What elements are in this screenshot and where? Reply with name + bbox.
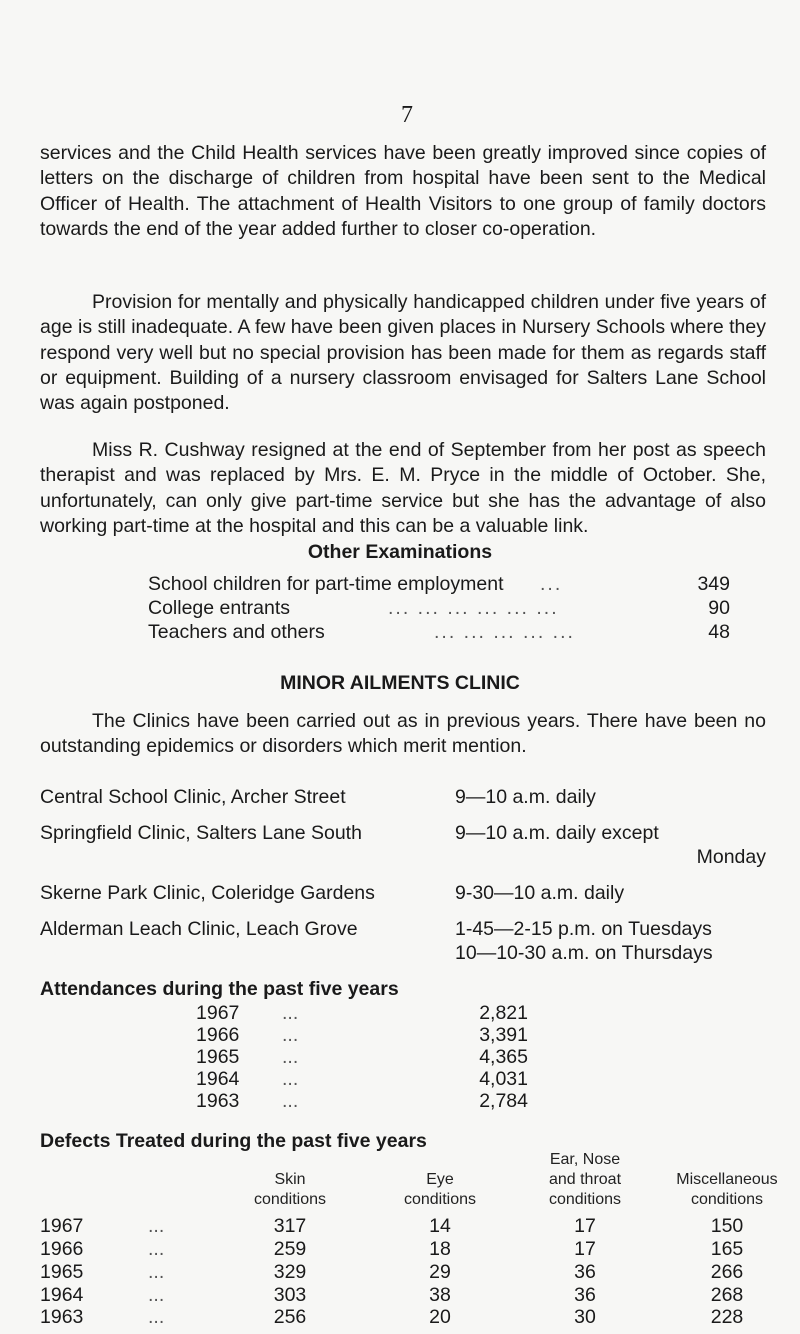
clinic-hours: 1-45—2-15 p.m. on Tuesdays — [455, 918, 712, 940]
clinic-hours: 9-30—10 a.m. daily — [455, 882, 625, 904]
table-row-year: 1965 — [40, 1261, 84, 1283]
minor-ailments-intro: The Clinics have been carried out as in previous years. There have been no outstanding epidemics or disorders which merit mention. — [40, 710, 766, 758]
clinic-name: Springfield Clinic, Salters Lane South — [40, 822, 362, 844]
document-page: 7 services and the Child Health services have been greatly improved since copies of letters on the discharge of children from hospital have been sent to the Medical Officer of Health. The attachment of Health Visitors to one group of family doctors towards the end of the year added further to closer co-operation. Provision for mentally and physically handicapped children under five years of age is still inadequate. A few have been given places in Nursery Schools where they respond very well but no special provision has been made for them as regards staff or equipment. Building of a nursery classroom envisaged for Salters Lane School was again postponed. Miss R. Cushway resigned at the end of September from her post as speech therapist and was replaced by Mrs. E. M. Pryce in the middle of October. She, unfortunately, can only give part-time service but she has the advantage of also working part-time at the hospital and this can be a valuable link. Other Examinations School children for part-time employment ... 349 College entrants ... ... ... ... ... ... 90 Teachers and others ... ... ... ... ... 48 MINOR AILMENTS CLINIC The Clinics have been carried out as in previous years. There have been no outstanding epidemics or disorders which merit mention. Central School Clinic, Archer Street 9—10 a.m. daily Springfield Clinic, Salters Lane South 9—10 a.m. daily except Monday Skerne Park Clinic, Coleridge Gardens 9-30—10 a.m. daily Alderman Leach Clinic, Leach Grove 1-45—2-15 p.m. on Tuesdays 10—10-30 a.m. on Thursdays Attendances during the past five years 1967 ... 2,821 1966 ... 3,391 1965 ... 4,365 1964 ... 4,031 1963 ... 2,784 Defects Treated during the past five years Skin conditions Eye conditions Ear, Nose and throat conditions Miscellaneous conditions 1967 ... 317 14 17 150 1966 ... 259 18 17 165 1965 ... 329 29 36 266 1964 ... 303 38 36 268 1963 ... 256 20 30 228 — [0, 0, 800, 1334]
column-header: Ear, Nose and throat conditions — [548, 1151, 622, 1208]
column-header: Miscellaneous conditions — [676, 1171, 778, 1208]
defects-heading: Defects Treated during the past five years — [40, 1130, 427, 1152]
column-header: Eye conditions — [403, 1171, 477, 1208]
clinic-hours: 9—10 a.m. daily except — [455, 822, 659, 844]
other-examinations-heading: Other Examinations — [307, 541, 493, 563]
table-row-year: 1963 — [40, 1306, 84, 1328]
paragraph-1: services and the Child Health services have been greatly improved since copies of letters on the discharge of children from hospital have been sent to the Medical Officer of Health. The attachment of Health Visitors to one group of family doctors towards the end of the year added further to closer co-operation. — [40, 142, 766, 240]
minor-ailments-heading: MINOR AILMENTS CLINIC — [280, 672, 520, 694]
clinic-name: Central School Clinic, Archer Street — [40, 786, 346, 808]
paragraph-2: Provision for mentally and physically handicapped children under five years of age is still inadequate. A few have been given places in Nursery Schools where they respond very well but no special provision has been made for them as regards staff or equipment. Building of a nursery classroom envisaged for Salters Lane School was again postponed. — [40, 291, 766, 415]
attendances-heading: Attendances during the past five years — [40, 978, 399, 1000]
clinic-hours-extra: Monday — [696, 846, 766, 868]
clinic-name: Skerne Park Clinic, Coleridge Gardens — [40, 882, 375, 904]
table-row-year: 1964 — [40, 1284, 84, 1306]
clinic-hours-extra: 10—10-30 a.m. on Thursdays — [455, 942, 713, 964]
clinic-name: Alderman Leach Clinic, Leach Grove — [40, 918, 358, 940]
clinic-hours: 9—10 a.m. daily — [455, 786, 596, 808]
column-header: Skin conditions — [253, 1171, 327, 1208]
paragraph-3: Miss R. Cushway resigned at the end of September from her post as speech therapist and was replaced by Mrs. E. M. Pryce in the middle of October. She, unfortunately, can only give part-time service but she has the advantage of also working part-time at the hospital and this can be a valuable link. — [40, 439, 766, 537]
page-number: 7 — [401, 102, 413, 128]
table-row-year: 1967 — [40, 1215, 84, 1237]
table-row-year: 1966 — [40, 1238, 84, 1260]
